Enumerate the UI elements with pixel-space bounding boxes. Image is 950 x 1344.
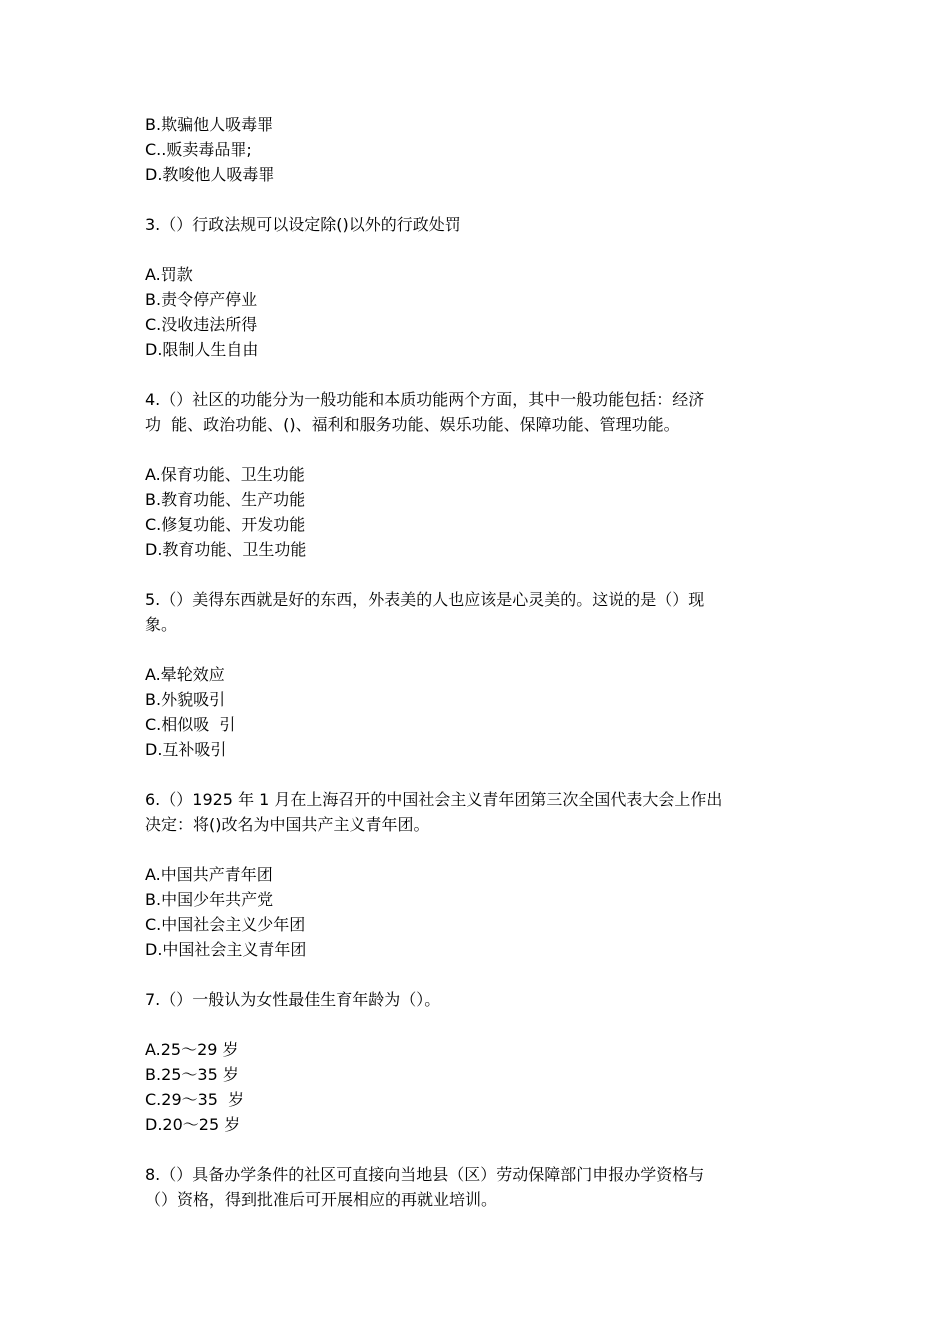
option-a: A.保育功能、卫生功能 xyxy=(145,465,305,484)
option-d: D.互补吸引 xyxy=(145,740,227,759)
question-stem-line-2: （）资格，得到批准后可开展相应的再就业培训。 xyxy=(145,1190,498,1209)
question-6 xyxy=(145,787,815,962)
question-4 xyxy=(145,387,815,562)
option-c: C..贩卖毒品罪; xyxy=(145,140,252,159)
option-c: C.中国社会主义少年团 xyxy=(145,915,306,934)
option-c: C.相似吸 引 xyxy=(145,715,236,734)
option-c: C.29～35 岁 xyxy=(145,1090,245,1109)
question-3 xyxy=(145,212,815,362)
option-b: B.外貌吸引 xyxy=(145,690,226,709)
question-7 xyxy=(145,987,815,1137)
option-c: C.修复功能、开发功能 xyxy=(145,515,306,534)
question-8 xyxy=(145,1162,815,1212)
question-2-options xyxy=(145,112,815,187)
option-a: A.晕轮效应 xyxy=(145,665,225,684)
option-d: D.限制人生自由 xyxy=(145,340,259,359)
question-stem: 7.（）一般认为女性最佳生育年龄为（）。 xyxy=(145,990,441,1009)
question-stem-line-1: 4.（）社区的功能分为一般功能和本质功能两个方面，其中一般功能包括：经济 xyxy=(145,390,705,409)
option-a: A.25～29 岁 xyxy=(145,1040,239,1059)
question-stem-line-2: 象。 xyxy=(145,615,178,634)
question-stem-line-1: 6.（）1925 年 1 月在上海召开的中国社会主义青年团第三次全国代表大会上作出 xyxy=(145,790,723,809)
option-b: B.25～35 岁 xyxy=(145,1065,239,1084)
question-stem-line-2: 功 能、政治功能、()、福利和服务功能、娱乐功能、保障功能、管理功能。 xyxy=(145,415,680,434)
question-stem-line-1: 5.（）美得东西就是好的东西，外表美的人也应该是心灵美的。这说的是（）现 xyxy=(145,590,705,609)
question-stem: 3.（）行政法规可以设定除()以外的行政处罚 xyxy=(145,215,461,234)
option-d: D.20～25 岁 xyxy=(145,1115,241,1134)
option-d: D.教育功能、卫生功能 xyxy=(145,540,307,559)
question-stem-line-1: 8.（）具备办学条件的社区可直接向当地县（区）劳动保障部门申报办学资格与 xyxy=(145,1165,705,1184)
document-page xyxy=(145,112,815,1212)
option-d: D.教唆他人吸毒罪 xyxy=(145,165,275,184)
option-b: B.教育功能、生产功能 xyxy=(145,490,306,509)
question-5 xyxy=(145,587,815,762)
question-stem-line-2: 决定：将()改名为中国共产主义青年团。 xyxy=(145,815,430,834)
option-d: D.中国社会主义青年团 xyxy=(145,940,307,959)
option-b: B.中国少年共产党 xyxy=(145,890,274,909)
option-b: B.责令停产停业 xyxy=(145,290,258,309)
option-a: A.中国共产青年团 xyxy=(145,865,273,884)
option-b: B.欺骗他人吸毒罪 xyxy=(145,115,274,134)
option-c: C.没收违法所得 xyxy=(145,315,258,334)
option-a: A.罚款 xyxy=(145,265,193,284)
